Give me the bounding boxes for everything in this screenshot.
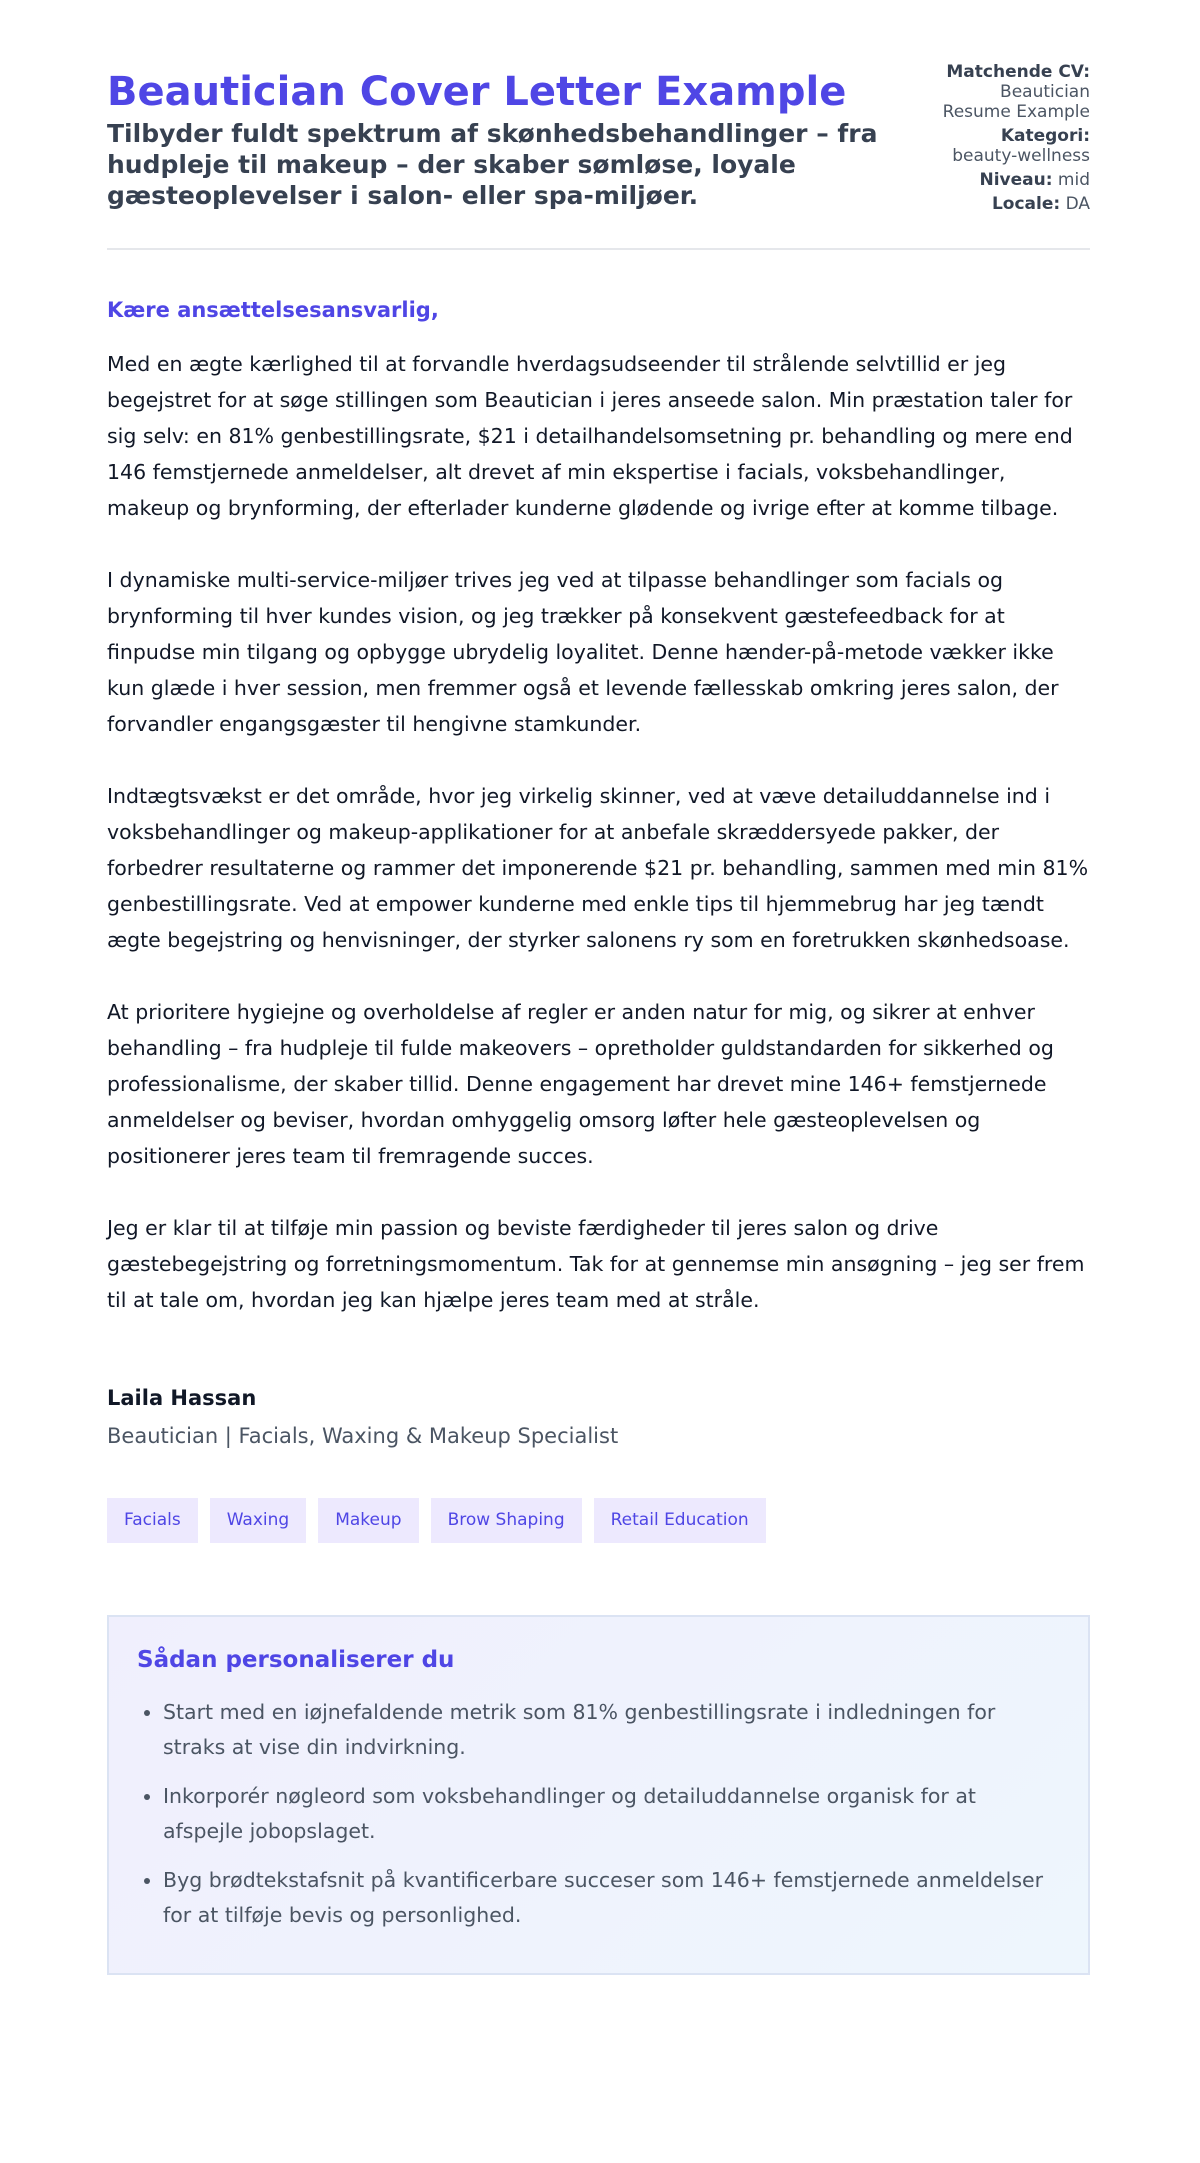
letter-greeting: Kære ansættelsesansvarlig, [107, 298, 439, 322]
skill-tag: Facials [107, 1498, 198, 1543]
letter-paragraph: Jeg er klar til at tilføje min passion og beviste færdigheder til jeres salon og drive gæstebegejstring og forretningsmomentum. Tak for at gennemse min ansøgning – jeg ser frem til at tale om, hvordan jeg kan hjælpe jeres team med at stråle. [107, 1216, 1085, 1312]
meta-panel [940, 62, 1090, 218]
meta-locale [940, 194, 1090, 214]
meta-category-value: beauty-wellness [952, 146, 1090, 166]
meta-level-value: mid [1057, 170, 1090, 190]
tip-item: • Byg brødtekstafsnit på kvantificerbare succeser som 146+ femstjernede anmeldelser for at tilføje bevis og personlighed. [163, 1863, 1060, 1933]
meta-locale-value: DA [1065, 194, 1090, 214]
letter-paragraph: Med en ægte kærlighed til at forvandle hverdagsudseender til strålende selvtillid er jeg begejstret for at søge stillingen som Beautician i jeres anseede salon. Min præstation taler for sig selv: en 81% genbestillingsrate, $21 i detailhandelsomsetning pr. behandling og mere end 146 femstjernede anmeldelser, alt drevet af min ekspertise i facials, voksbehandlinger, makeup og brynforming, der efterlader kunderne glødende og ivrige efter at komme tilbage. [107, 352, 1073, 520]
letter-body [107, 346, 1090, 1318]
meta-level-label: Niveau: [979, 170, 1053, 190]
skill-tag: Brow Shaping [431, 1498, 582, 1543]
tip-item: • Start med en iøjnefaldende metrik som 81% genbestillingsrate i indledningen for straks at vise din indvirkning. [163, 1695, 1060, 1765]
title-block [107, 62, 927, 211]
skill-tag: Makeup [318, 1498, 418, 1543]
page-title: Beautician Cover Letter Example [107, 69, 847, 115]
meta-cv [940, 62, 1090, 122]
page-subtitle: Tilbyder fuldt spektrum af skønhedsbehandlinger – fra hudpleje til makeup – der skaber sømløse, loyale gæsteoplevelser i salon- eller spa-miljøer. [107, 119, 878, 210]
meta-category [940, 126, 1090, 166]
letter-paragraph: At prioritere hygiejne og overholdelse af regler er anden natur for mig, og sikrer at enhver behandling – fra hudpleje til fulde makeovers – opretholder guldstandarden for sikkerhed og professionalisme, der skaber tillid. Denne engagement har drevet mine 146+ femstjernede anmeldelser og beviser, hvordan omhyggelig omsorg løfter hele gæsteoplevelsen og positionerer jeres team til fremragende succes. [107, 1000, 1054, 1168]
letter-paragraph: Indtægtsvækst er det område, hvor jeg virkelig skinner, ved at væve detailuddannelse ind i voksbehandlinger og makeup-applikationer for at anbefale skræddersyede pakker, der forbedrer resultaterne og rammer det imponerende $21 pr. behandling, sammen med min 81% genbestillingsrate. Ved at empower kunderne med enkle tips til hjemmebrug har jeg tændt ægte begejstring og henvisninger, der styrker salonens ry som en foretrukken skønhedsoase. [107, 784, 1089, 952]
meta-locale-label: Locale: [991, 194, 1061, 214]
skill-tags [107, 1498, 1090, 1543]
tip-item: • Inkorporér nøgleord som voksbehandlinger og detailuddannelse organisk for at afspejle jobopslaget. [163, 1779, 1060, 1849]
personalization-tips [107, 1615, 1090, 1975]
tips-list [137, 1695, 1060, 1933]
meta-cv-value[interactable]: Beautician Resume Example [942, 82, 1090, 122]
signature-title: Beautician | Facials, Waxing & Makeup Specialist [107, 1424, 619, 1448]
meta-category-label: Kategori: [1000, 126, 1090, 146]
meta-level [940, 170, 1090, 190]
page-header [107, 62, 1090, 250]
meta-cv-label: Matchende CV: [946, 62, 1090, 82]
skill-tag: Retail Education [594, 1498, 766, 1543]
skill-tag: Waxing [210, 1498, 307, 1543]
letter-paragraph: I dynamiske multi-service-miljøer trives jeg ved at tilpasse behandlinger som facials og brynforming til hver kundes vision, og jeg trækker på konsekvent gæstefeedback for at finpudse min tilgang og opbygge ubrydelig loyalitet. Denne hænder-på-metode vækker ikke kun glæde i hver session, men fremmer også et levende fællesskab omkring jeres salon, der forvandler engangsgæster til hengivne stamkunder. [107, 568, 1059, 736]
tips-title: Sådan personaliserer du [137, 1647, 455, 1673]
signature-name: Laila Hassan [107, 1386, 257, 1410]
